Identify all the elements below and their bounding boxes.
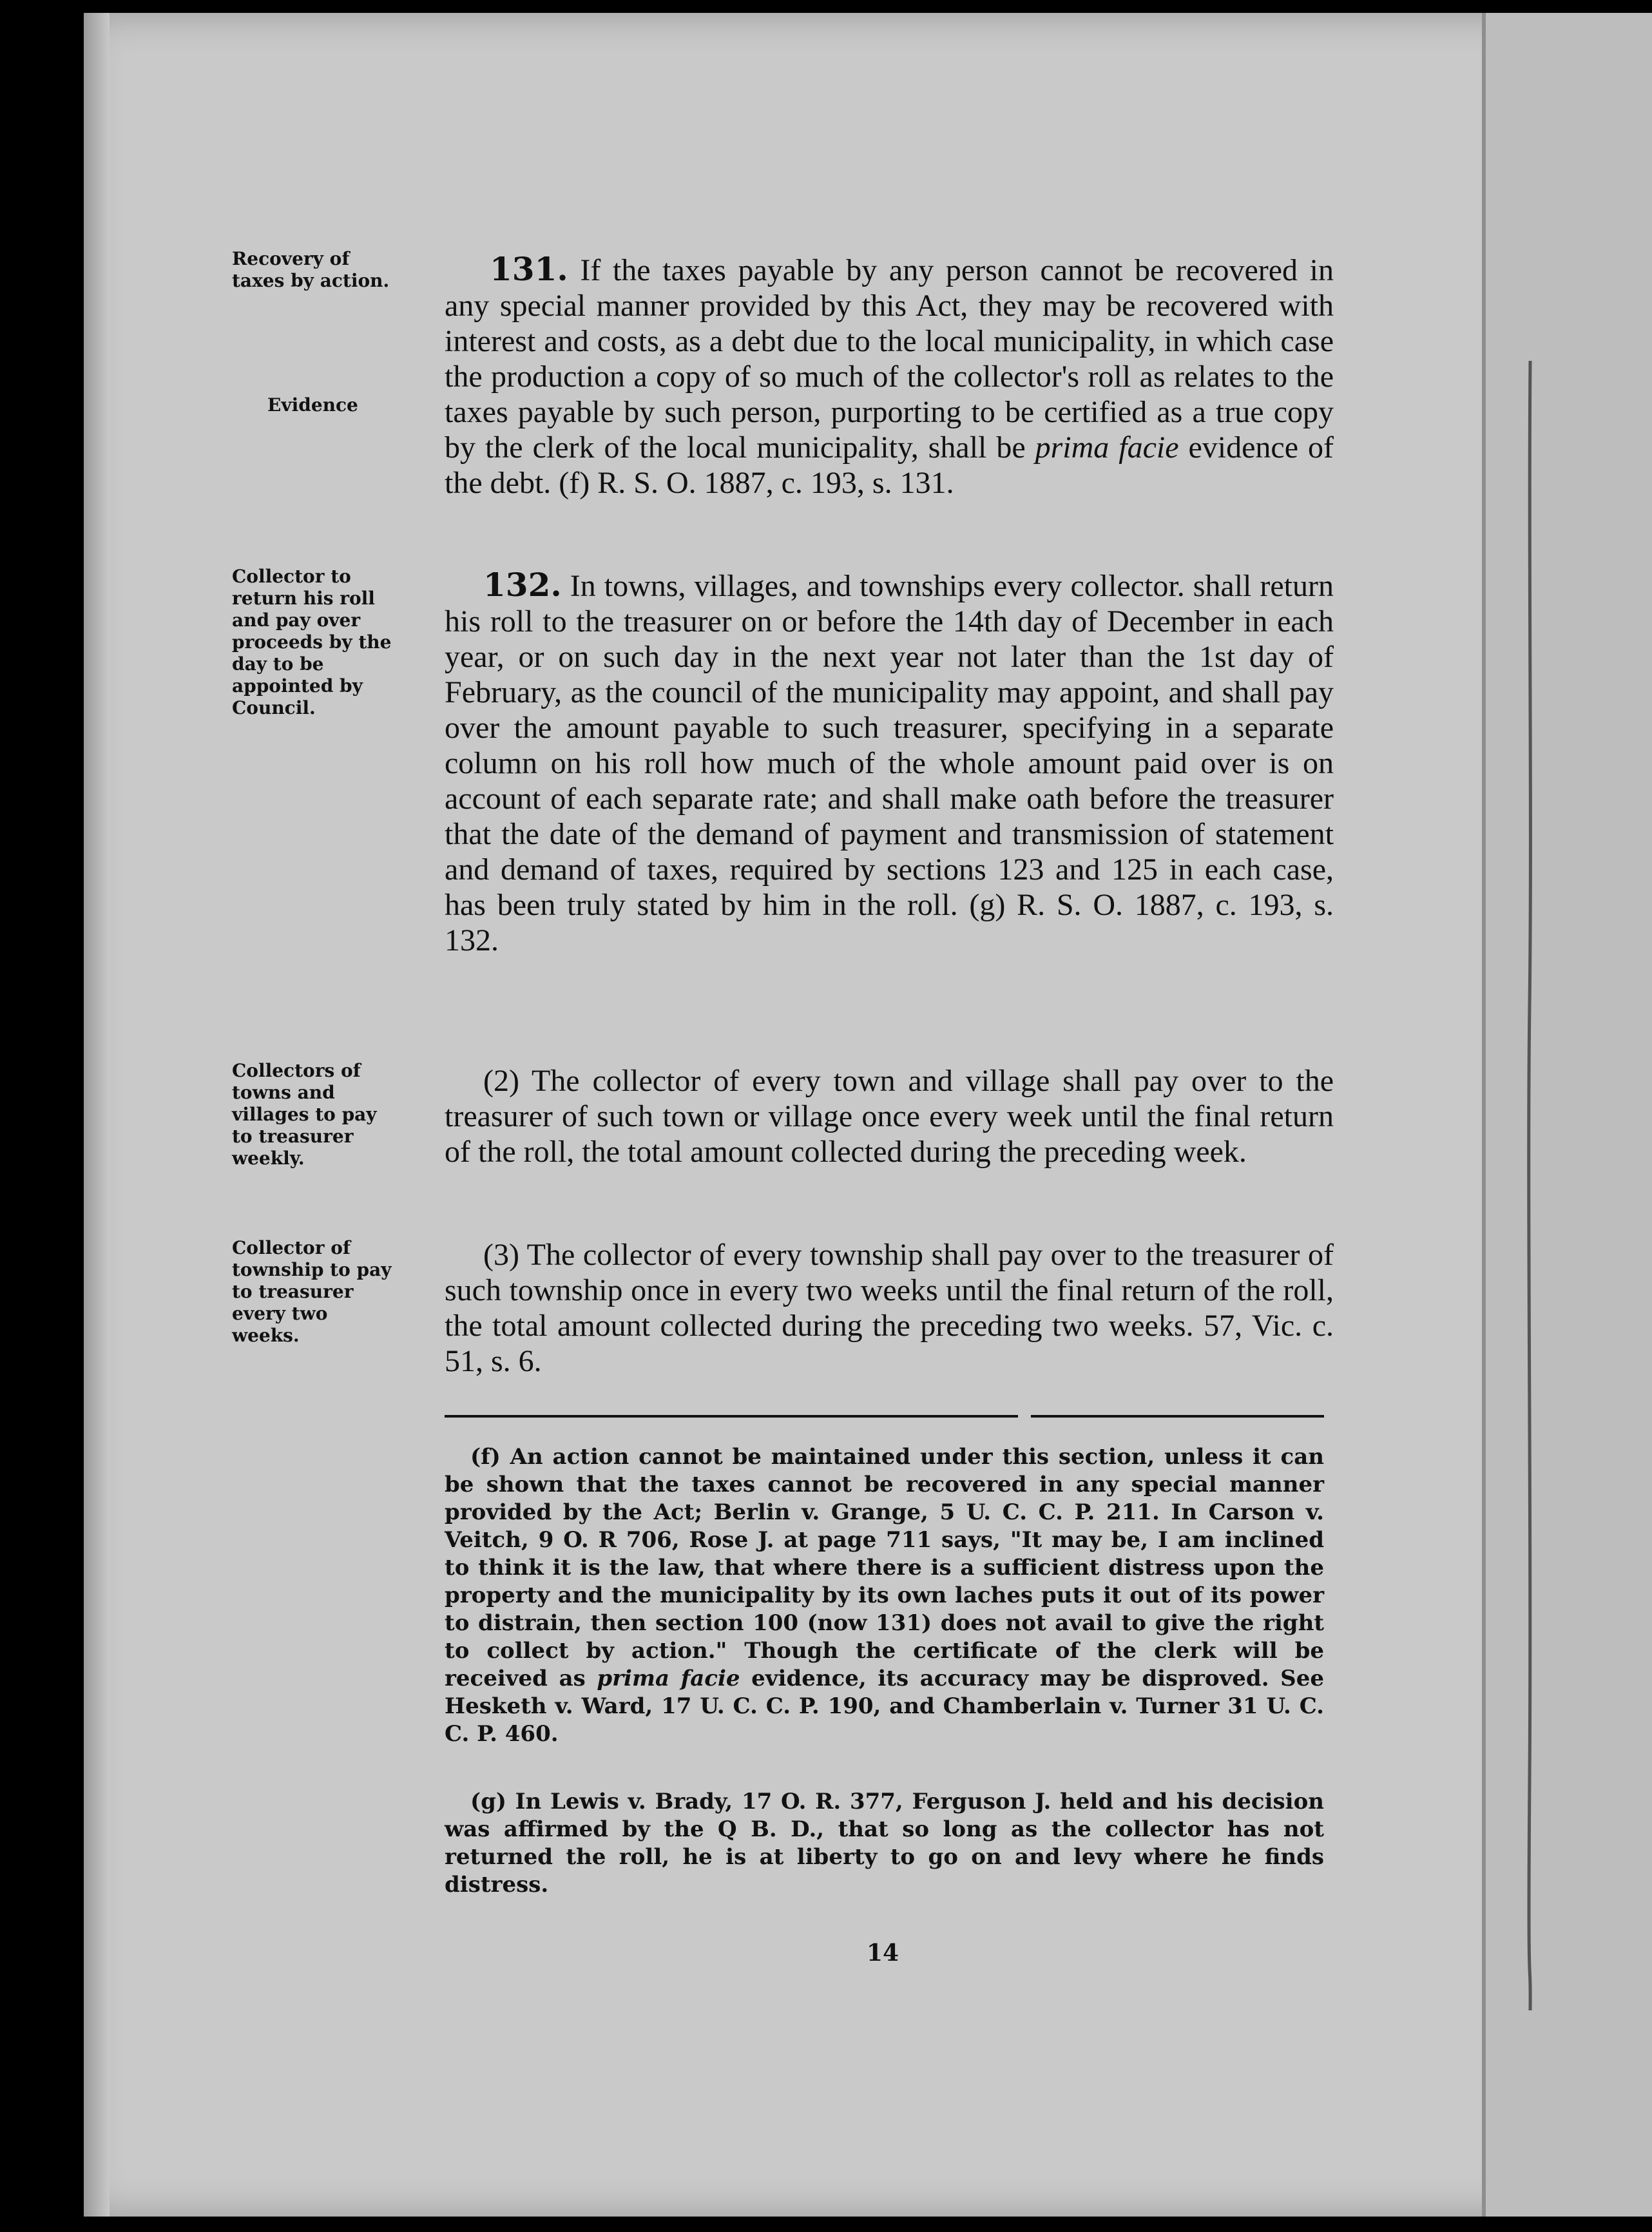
section-132-text: In towns, villages, and townships every collector. shall return his roll to the treasurer on or before the 14th day of December in each year, or on such day in the next year not later than the 1st day of February, as the council of the municipality may appoint, and shall pay over the amount payable to such treasurer, specifying in a separate column on his roll how much of the whole amount paid over is on account of each separate rate; and shall make oath before the treasurer that the date of the demand of payment and transmission of statement and demand of taxes, required by sections 123 and 125 in each case, has been truly stated by him in the roll. (g) R. S. O. 1887, c. 193, s. 132. <box>445 569 1334 957</box>
footnote-f <box>445 1443 1324 1748</box>
subsection-3: (3) The collector of every township shall pay over to the treasurer of such township once in every two weeks until the final return of the roll, the total amount collected during the preceding two weeks. 57, Vic. c. 51, s. 6. <box>445 1238 1334 1378</box>
section-131-text-end: evidence of the debt. (f) R. S. O. 1887, c. 193, s. 131. <box>445 430 1334 500</box>
section-131 <box>445 251 1334 501</box>
paper-right-edge <box>1482 13 1652 2217</box>
binding-string-icon <box>1527 361 1533 2010</box>
section-131-italic: prima facie <box>1035 430 1179 465</box>
footnote-rule-right <box>1031 1415 1324 1418</box>
margin-note-evidence: Evidence <box>267 394 358 416</box>
footnote-f-italic: prima facie <box>597 1666 740 1691</box>
footnote-f-text-end: evidence, its accuracy may be disproved. See Hesketh v. Ward, 17 U. C. C. P. 190, and Chamberlain v. Turner 31 U. C. C. P. 460. <box>445 1666 1324 1747</box>
margin-note-recovery: Recovery of taxes by action. <box>232 248 390 291</box>
section-131-text: If the taxes payable by any person cannot be recovered in any special manner provided by this Act, they may be recovered with interest and costs, as a debt due to the local municipality, in which case the production a copy of so much of the collector's roll as relates to the taxes payable by such person, purporting to be certified as a true copy by the clerk of the local municipality, shall be <box>445 253 1334 465</box>
margin-note-township: Collector of township to pay to treasurer every two weeks. <box>232 1237 392 1346</box>
footnote-f-text: (f) An action cannot be maintained under this section, unless it can be shown that the taxes cannot be recovered in any special manner provided by the Act; Berlin v. Grange, 5 U. C. C. P. 211. In Carson v. Veitch, 9 O. R 706, Rose J. at page 711 says, "It may be, I am inclined to think it is the law, that where there is a sufficient distress upon the property and the municipality by its own laches puts it out of its power to distrain, then section 100 (now 131) does not avail to give the right to collect by action." Though the certificate of the clerk will be received as <box>445 1444 1324 1691</box>
margin-note-towns-villages: Collectors of towns and villages to pay to treasurer weekly. <box>232 1060 377 1169</box>
margin-note-collector-return: Collector to return his roll and pay over proceeds by the day to be appointed by Council. <box>232 566 392 718</box>
footnote-rule-left <box>445 1415 1018 1418</box>
section-132-number: 132. <box>483 566 562 604</box>
subsection-2: (2) The collector of every town and village shall pay over to the treasurer of such town or village once every week until the final return of the roll, the total amount collected during the preceding week. <box>445 1064 1334 1169</box>
footnote-g: (g) In Lewis v. Brady, 17 O. R. 377, Ferguson J. held and his decision was affirmed by the Q B. D., that so long as the collector has not returned the roll, he is at liberty to go on and levy where he finds distress. <box>445 1789 1324 1898</box>
paper-left-edge <box>84 13 110 2217</box>
section-132 <box>445 567 1334 958</box>
section-131-number: 131. <box>490 250 568 288</box>
page-number: 14 <box>866 1939 899 1967</box>
